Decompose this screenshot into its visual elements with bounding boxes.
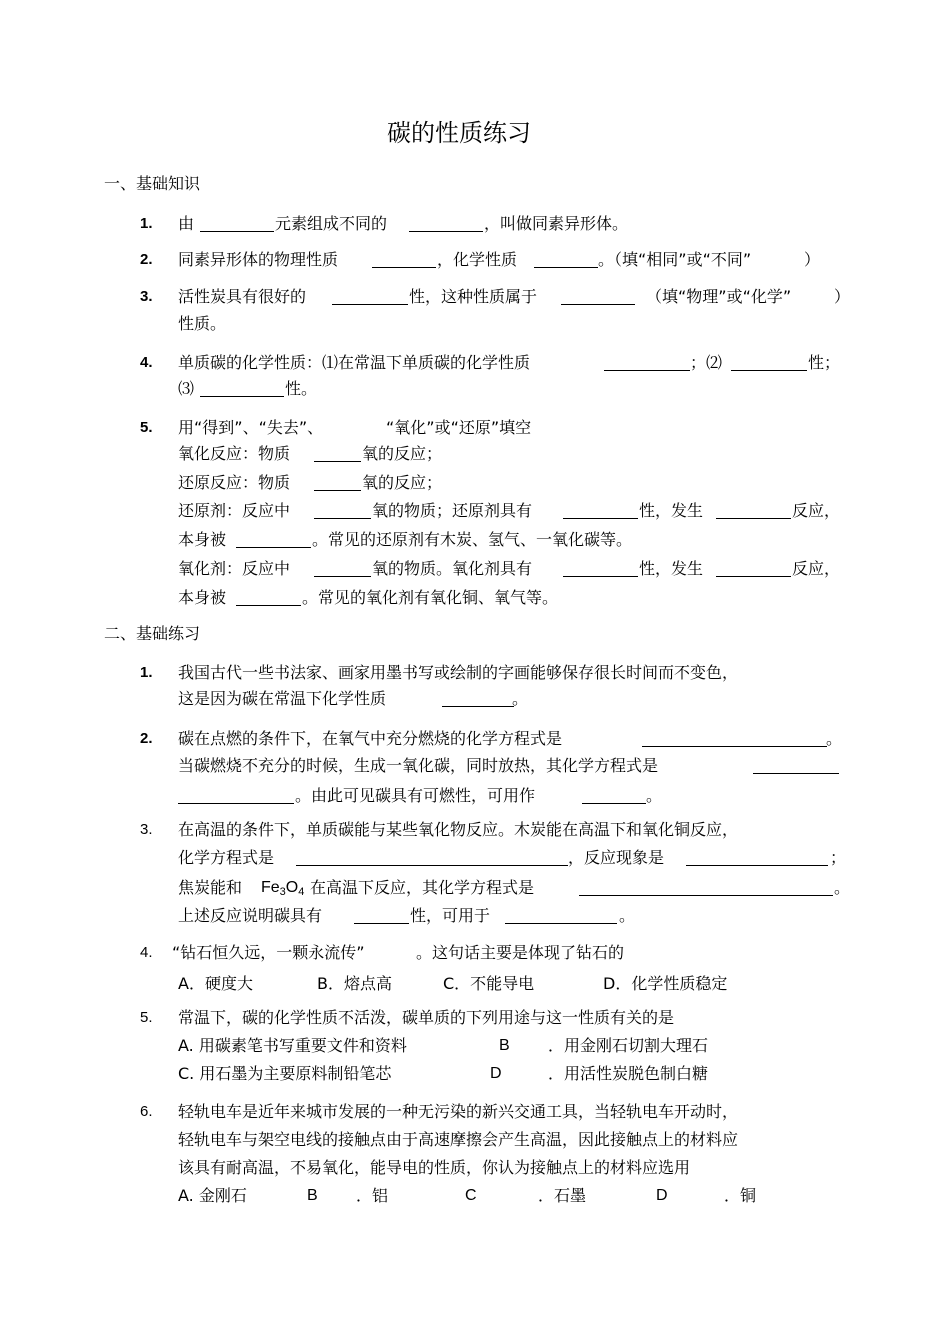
answer-blank[interactable] bbox=[409, 231, 483, 232]
question-number: 5. bbox=[140, 419, 153, 436]
option-b[interactable]: ．用金刚石切割大理石 bbox=[548, 1036, 709, 1055]
answer-blank[interactable] bbox=[582, 803, 646, 804]
question-text: 。 bbox=[826, 729, 843, 748]
option-b[interactable]: B．熔点高 bbox=[317, 974, 392, 993]
answer-blank[interactable] bbox=[604, 370, 690, 371]
chemical-formula: $Fe_3O_4$ bbox=[261, 879, 305, 898]
answer-blank[interactable] bbox=[534, 267, 598, 268]
question-text: 该具有耐高温，不易氧化，能导电的性质，你认为接触点上的材料应选用 bbox=[178, 1158, 691, 1177]
answer-blank[interactable] bbox=[505, 923, 617, 924]
question-text: 。 bbox=[512, 689, 529, 708]
question-text: 在高温下反应，其化学方程式是 bbox=[310, 878, 535, 897]
question-number: 5. bbox=[140, 1009, 153, 1026]
question-number: 1. bbox=[140, 215, 153, 232]
option-a[interactable]: A．硬度大 bbox=[178, 974, 253, 993]
question-text: 单质碳的化学性质：⑴在常温下单质碳的化学性质 bbox=[178, 353, 531, 372]
question-number: 4. bbox=[140, 944, 153, 961]
question-text: 。由此可见碳具有可燃性，可用作 bbox=[295, 786, 536, 805]
question-text: 。常见的还原剂有木炭、氢气、一氧化碳等。 bbox=[312, 530, 633, 549]
question-text: ，化学性质 bbox=[437, 250, 518, 269]
question-number: 2. bbox=[140, 251, 153, 268]
answer-blank[interactable] bbox=[563, 576, 638, 577]
question-text: 还原剂：反应中 bbox=[178, 501, 291, 520]
question-text: 碳在点燃的条件下，在氧气中充分燃烧的化学方程式是 bbox=[178, 729, 563, 748]
question-text: 活性炭具有很好的 bbox=[178, 287, 307, 306]
question-text: ⑶ bbox=[178, 379, 195, 398]
question-number: 6. bbox=[140, 1103, 153, 1120]
question-text: ，反应现象是 bbox=[568, 848, 665, 867]
answer-blank[interactable] bbox=[236, 605, 301, 606]
question-text: 。 bbox=[619, 906, 636, 925]
question-text: 氧化反应：物质 bbox=[178, 444, 291, 463]
question-text: 本身被 bbox=[178, 588, 227, 607]
answer-blank[interactable] bbox=[178, 803, 294, 804]
question-text: ） bbox=[804, 250, 821, 269]
option-d-letter: D bbox=[656, 1187, 668, 1204]
option-c-letter: C bbox=[465, 1187, 477, 1204]
question-text: （填“物理”或“化学” bbox=[646, 287, 792, 306]
question-text: 这是因为碳在常温下化学性质 bbox=[178, 689, 387, 708]
question-text: 上述反应说明碳具有 bbox=[178, 906, 323, 925]
question-number: 4. bbox=[140, 354, 153, 371]
question-text: 。 bbox=[646, 786, 663, 805]
question-text: “氧化”或“还原”填空 bbox=[386, 418, 532, 437]
option-d[interactable]: D．化学性质稳定 bbox=[603, 974, 728, 993]
option-d[interactable]: ．用活性炭脱色制白糖 bbox=[548, 1064, 709, 1083]
option-d[interactable]: ．铜 bbox=[724, 1186, 757, 1205]
answer-blank[interactable] bbox=[236, 547, 311, 548]
answer-blank[interactable] bbox=[332, 304, 408, 305]
answer-blank[interactable] bbox=[200, 396, 284, 397]
section-heading-basic-practice: 二、基础练习 bbox=[104, 624, 201, 643]
question-number: 3. bbox=[140, 821, 153, 838]
answer-blank[interactable] bbox=[561, 304, 635, 305]
question-text: 元素组成不同的 bbox=[275, 214, 388, 233]
question-number: 2. bbox=[140, 730, 153, 747]
question-text: 性质。 bbox=[178, 314, 227, 333]
question-text: 氧化剂：反应中 bbox=[178, 559, 291, 578]
answer-blank[interactable] bbox=[314, 461, 361, 462]
question-text: 。常见的氧化剂有氧化铜、氧气等。 bbox=[302, 588, 559, 607]
answer-blank[interactable] bbox=[716, 576, 791, 577]
question-text: 性。 bbox=[285, 379, 318, 398]
answer-blank[interactable] bbox=[686, 865, 828, 866]
question-text: 性，可用于 bbox=[410, 906, 491, 925]
section-heading-basic-knowledge: 一、基础知识 bbox=[104, 174, 201, 193]
option-c[interactable]: ．石墨 bbox=[538, 1186, 587, 1205]
answer-blank[interactable] bbox=[731, 370, 807, 371]
question-text: ；⑵ bbox=[690, 353, 723, 372]
answer-blank[interactable] bbox=[314, 576, 371, 577]
question-text: 性，发生 bbox=[639, 559, 704, 578]
answer-blank[interactable] bbox=[753, 773, 839, 774]
question-text: 用“得到”、“失去”、 bbox=[178, 418, 324, 437]
question-text: 由 bbox=[178, 214, 195, 233]
question-text: ） bbox=[834, 287, 851, 306]
option-d-letter: D bbox=[490, 1065, 502, 1082]
question-text: 我国古代一些书法家、画家用墨书写或绘制的字画能够保存很长时间而不变色， bbox=[178, 663, 739, 682]
answer-blank[interactable] bbox=[200, 231, 274, 232]
question-text: 本身被 bbox=[178, 530, 227, 549]
option-b-letter: B bbox=[307, 1187, 318, 1204]
answer-blank[interactable] bbox=[354, 923, 409, 924]
option-a[interactable]: A. 用碳素笔书写重要文件和资料 bbox=[178, 1036, 407, 1055]
question-text: 轻轨电车与架空电线的接触点由于高速摩擦会产生高温，因此接触点上的材料应 bbox=[178, 1130, 739, 1149]
question-text: 常温下，碳的化学性质不活泼，碳单质的下列用途与这一性质有关的是 bbox=[178, 1008, 675, 1027]
question-text: 当碳燃烧不充分的时候，生成一氧化碳，同时放热，其化学方程式是 bbox=[178, 756, 659, 775]
option-b-letter: B bbox=[499, 1037, 510, 1054]
question-text: 氧的反应； bbox=[362, 444, 443, 463]
answer-blank[interactable] bbox=[642, 746, 827, 747]
question-text: 轻轨电车是近年来城市发展的一种无污染的新兴交通工具，当轻轨电车开动时， bbox=[178, 1102, 739, 1121]
answer-blank[interactable] bbox=[314, 518, 371, 519]
question-text: 性，这种性质属于 bbox=[409, 287, 538, 306]
option-c[interactable]: C. 用石墨为主要原料制铅笔芯 bbox=[178, 1064, 392, 1083]
answer-blank[interactable] bbox=[442, 706, 514, 707]
question-text: 同素异形体的物理性质 bbox=[178, 250, 339, 269]
option-c[interactable]: C．不能导电 bbox=[443, 974, 535, 993]
question-number: 3. bbox=[140, 288, 153, 305]
answer-blank[interactable] bbox=[579, 895, 833, 896]
question-text: 在高温的条件下，单质碳能与某些氧化物反应。木炭能在高温下和氧化铜反应， bbox=[178, 820, 739, 839]
answer-blank[interactable] bbox=[296, 865, 568, 866]
question-text: 氧的物质；还原剂具有 bbox=[372, 501, 533, 520]
question-text: 化学方程式是 bbox=[178, 848, 275, 867]
question-text: ； bbox=[830, 848, 847, 867]
answer-blank[interactable] bbox=[716, 518, 791, 519]
question-number: 1. bbox=[140, 664, 153, 681]
option-a[interactable]: A. 金刚石 bbox=[178, 1186, 247, 1205]
question-text: 性； bbox=[808, 353, 841, 372]
question-text: 。这句话主要是体现了钻石的 bbox=[416, 943, 625, 962]
question-text: 氧的物质。氧化剂具有 bbox=[372, 559, 533, 578]
question-text: 反应， bbox=[792, 501, 841, 520]
answer-blank[interactable] bbox=[314, 490, 361, 491]
question-text: ，叫做同素异形体。 bbox=[484, 214, 629, 233]
question-text: 。（填“相同”或“不同” bbox=[598, 250, 752, 269]
option-b[interactable]: ．铝 bbox=[356, 1186, 389, 1205]
answer-blank[interactable] bbox=[372, 267, 436, 268]
question-text: 性，发生 bbox=[639, 501, 704, 520]
question-text: 焦炭能和 bbox=[178, 878, 243, 897]
question-text: 氧的反应； bbox=[362, 473, 443, 492]
question-text: 。 bbox=[834, 878, 851, 897]
page-title: 碳的性质练习 bbox=[387, 119, 531, 147]
question-text: “钻石恒久远，一颗永流传” bbox=[172, 943, 365, 962]
answer-blank[interactable] bbox=[563, 518, 638, 519]
question-text: 还原反应：物质 bbox=[178, 473, 291, 492]
question-text: 反应， bbox=[792, 559, 841, 578]
